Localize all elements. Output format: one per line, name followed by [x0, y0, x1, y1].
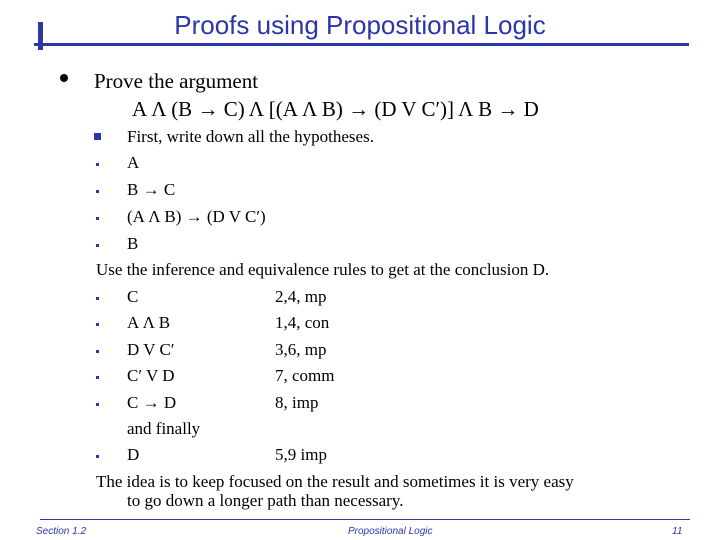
intro-line-1: Prove the argument: [94, 69, 259, 93]
hypothesis-1: A: [127, 153, 140, 172]
hypothesis-3: (A Λ B) → (D V C′): [127, 207, 266, 226]
hypothesis-4: B: [127, 234, 139, 253]
bullet-icon: [96, 323, 99, 326]
argument-formula: A Λ (B → C) Λ [(A Λ B) → (D V C′)] Λ B → D: [132, 97, 539, 121]
hypothesis-2: B → C: [127, 180, 176, 199]
step-8-expr: C′ V D: [127, 366, 175, 385]
title-underline: [34, 43, 689, 46]
rules-instruction: Use the inference and equivalence rules to get at the conclusion D.: [96, 260, 550, 279]
step-9-reason: 8, imp: [275, 393, 319, 412]
step-8-reason: 7, comm: [275, 366, 335, 385]
bullet-icon: [96, 244, 99, 247]
square-bullet-icon: [94, 133, 101, 140]
final-step-expr: D: [127, 445, 140, 464]
bullet-icon: [96, 163, 99, 166]
first-step-text: First, write down all the hypotheses.: [127, 127, 374, 146]
bullet-icon: [96, 350, 99, 353]
closing-line-2: to go down a longer path than necessary.: [127, 491, 404, 510]
bullet-icon: [96, 376, 99, 379]
slide-title: Proofs using Propositional Logic: [174, 10, 546, 40]
step-6-reason: 1,4, con: [275, 313, 330, 332]
step-7-expr: D V C′: [127, 340, 175, 359]
footer-divider: [40, 519, 690, 520]
footer-section: Section 1.2: [36, 526, 87, 537]
bullet-icon: [96, 217, 99, 220]
step-5-expr: C: [127, 287, 139, 306]
bullet-icon: [96, 403, 99, 406]
step-7-reason: 3,6, mp: [275, 340, 327, 359]
bullet-icon: [96, 455, 99, 458]
main-bullet-icon: [60, 74, 68, 82]
bullet-icon: [96, 190, 99, 193]
footer-topic: Propositional Logic: [348, 526, 433, 537]
final-step-reason: 5,9 imp: [275, 445, 327, 464]
footer-page-number: 11: [672, 526, 683, 537]
and-finally-text: and finally: [127, 419, 201, 438]
closing-line-1: The idea is to keep focused on the result and sometimes it is very easy: [96, 472, 574, 491]
step-6-expr: A Λ B: [127, 313, 171, 332]
step-9-expr: C → D: [127, 393, 177, 412]
bullet-icon: [96, 297, 99, 300]
step-5-reason: 2,4, mp: [275, 287, 327, 306]
